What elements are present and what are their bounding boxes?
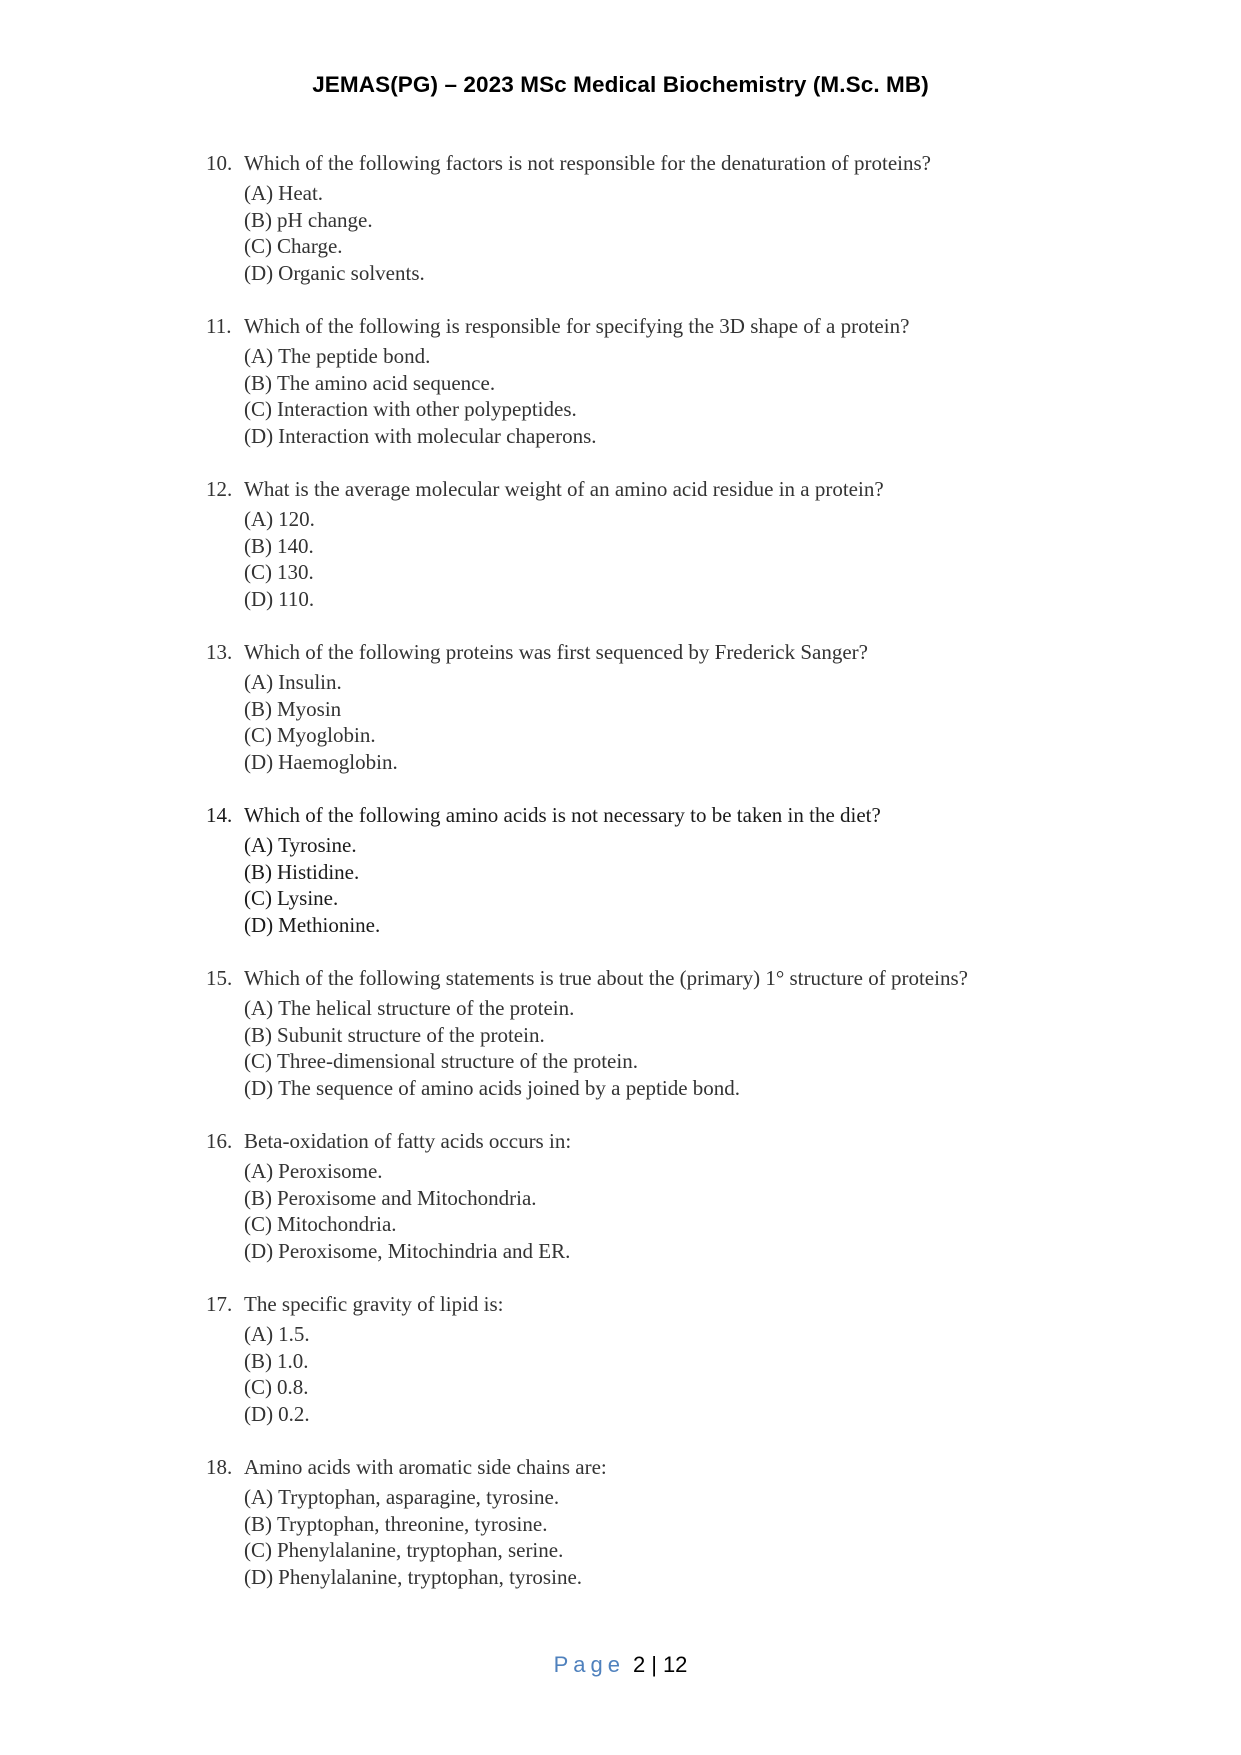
option-d [244,1401,1166,1428]
option-key: (D) [244,586,274,611]
option-c [244,885,1166,912]
option-key: (C) [244,886,272,910]
question-text: The specific gravity of lipid is: [244,1292,504,1316]
question-stem [206,1128,1166,1158]
option-text: Peroxisome and Mitochondria. [277,1185,537,1210]
option-text: Tryptophan, asparagine, tyrosine. [278,1485,560,1509]
option-text: 1.0. [277,1348,309,1373]
question-number: 18. [206,1455,233,1479]
option-text: Peroxisome, Mitochindria and ER. [278,1238,571,1263]
option-key: (A) [244,1485,274,1509]
option-d [244,260,1166,287]
option-key: (C) [244,397,272,421]
option-text: The amino acid sequence. [277,370,496,395]
option-text: 110. [278,586,315,611]
option-text: Tryptophan, threonine, tyrosine. [277,1511,548,1536]
option-text: The peptide bond. [278,344,431,368]
question-number: 10. [206,151,233,175]
option-key: (A) [244,344,274,368]
question-number: 12. [206,477,233,501]
question-12 [206,476,1166,639]
option-key: (A) [244,833,274,857]
option-text: 0.8. [277,1375,309,1399]
current-page-number: 2 [632,1652,646,1677]
option-list [206,506,1166,612]
option-d [244,423,1166,450]
question-stem [206,476,1166,506]
option-b [244,370,1166,397]
question-stem [206,313,1166,343]
option-text: Heat. [278,181,324,205]
option-key: (B) [244,1022,272,1047]
option-text: Insulin. [278,670,342,694]
question-text: Which of the following amino acids is not necessary to be taken in the diet? [244,803,881,827]
total-pages: 12 [662,1652,688,1677]
question-number: 17. [206,1292,233,1316]
option-a [244,180,1166,207]
option-text: Tyrosine. [278,833,357,857]
option-key: (A) [244,1322,274,1346]
question-text: Amino acids with aromatic side chains are: [244,1455,607,1479]
option-text: pH change. [277,207,373,232]
option-b [244,1022,1166,1049]
page-label: Page [553,1652,625,1677]
option-d [244,1564,1166,1591]
option-d [244,749,1166,776]
option-text: Myosin [277,696,342,721]
question-10 [206,150,1166,313]
option-key: (A) [244,996,274,1020]
option-text: Phenylalanine, tryptophan, serine. [277,1538,564,1562]
document-header: JEMAS(PG) – 2023 MSc Medical Biochemistry (M.Sc. MB) [312,72,929,97]
option-text: Lysine. [277,886,339,910]
question-stem [206,965,1166,995]
option-b [244,1185,1166,1212]
option-key: (B) [244,696,272,721]
option-key: (A) [244,670,274,694]
option-key: (A) [244,507,274,531]
option-key: (D) [244,912,274,937]
option-b [244,207,1166,234]
question-15 [206,965,1166,1128]
question-text: What is the average molecular weight of an amino acid residue in a protein? [244,477,884,501]
option-text: Interaction with other polypeptides. [277,397,577,421]
option-key: (A) [244,181,274,205]
option-key: (C) [244,1212,272,1236]
option-key: (B) [244,370,272,395]
option-a [244,343,1166,370]
question-11 [206,313,1166,476]
option-text: 130. [277,560,314,584]
option-text: 0.2. [278,1401,310,1426]
question-number: 16. [206,1129,233,1153]
option-list [206,669,1166,775]
question-number: 11. [206,314,232,338]
option-a [244,832,1166,859]
option-a [244,1158,1166,1185]
option-text: 140. [277,533,314,558]
option-key: (B) [244,859,272,884]
option-list [206,832,1166,938]
question-stem [206,639,1166,669]
option-text: Phenylalanine, tryptophan, tyrosine. [278,1564,583,1589]
question-text: Which of the following statements is true about the (primary) 1° structure of proteins? [244,966,968,990]
question-14 [206,802,1166,965]
option-key: (C) [244,1375,272,1399]
option-d [244,586,1166,613]
option-c [244,396,1166,423]
option-c [244,559,1166,586]
option-key: (C) [244,1538,272,1562]
option-list [206,1321,1166,1427]
option-text: 120. [278,507,315,531]
question-18 [206,1454,1166,1617]
option-text: Haemoglobin. [278,749,398,774]
page-footer [0,1652,1241,1678]
option-key: (B) [244,1348,272,1373]
option-a [244,995,1166,1022]
option-key: (C) [244,1049,272,1073]
option-text: Myoglobin. [277,723,376,747]
option-d [244,1238,1166,1265]
option-c [244,1211,1166,1238]
question-17 [206,1291,1166,1454]
option-c [244,722,1166,749]
option-a [244,506,1166,533]
option-text: Interaction with molecular chaperons. [278,423,597,448]
option-key: (C) [244,723,272,747]
option-key: (B) [244,533,272,558]
option-key: (D) [244,1238,274,1263]
option-d [244,1075,1166,1102]
question-text: Which of the following is responsible for specifying the 3D shape of a protein? [244,314,910,338]
question-stem [206,802,1166,832]
option-text: The sequence of amino acids joined by a peptide bond. [278,1075,741,1100]
question-text: Which of the following factors is not responsible for the denaturation of proteins? [244,151,931,175]
option-b [244,1511,1166,1538]
option-text: Subunit structure of the protein. [277,1022,545,1047]
question-stem [206,150,1166,180]
question-list [206,150,1166,1617]
option-a [244,669,1166,696]
option-text: Three-dimensional structure of the protein. [277,1049,638,1073]
option-list [206,180,1166,286]
page-separator: | [651,1652,657,1677]
option-list [206,995,1166,1101]
option-a [244,1484,1166,1511]
option-c [244,1537,1166,1564]
option-key: (C) [244,560,272,584]
option-b [244,533,1166,560]
question-stem [206,1454,1166,1484]
option-b [244,696,1166,723]
option-key: (D) [244,1401,274,1426]
option-key: (D) [244,1564,274,1589]
option-a [244,1321,1166,1348]
option-text: Mitochondria. [277,1212,397,1236]
question-number: 14. [206,803,233,827]
option-text: Charge. [277,234,343,258]
option-b [244,859,1166,886]
option-b [244,1348,1166,1375]
option-text: Histidine. [277,859,360,884]
option-list [206,1484,1166,1590]
question-text: Which of the following proteins was first sequenced by Frederick Sanger? [244,640,868,664]
option-text: Methionine. [278,912,381,937]
question-stem [206,1291,1166,1321]
option-key: (B) [244,1185,272,1210]
question-number: 15. [206,966,233,990]
option-text: Organic solvents. [278,260,425,285]
option-key: (D) [244,423,274,448]
option-c [244,1374,1166,1401]
option-list [206,343,1166,449]
option-c [244,233,1166,260]
option-key: (B) [244,1511,272,1536]
option-d [244,912,1166,939]
question-number: 13. [206,640,233,664]
option-key: (D) [244,260,274,285]
option-text: Peroxisome. [278,1159,383,1183]
question-text: Beta-oxidation of fatty acids occurs in: [244,1129,572,1153]
option-c [244,1048,1166,1075]
option-list [206,1158,1166,1264]
option-key: (C) [244,234,272,258]
question-16 [206,1128,1166,1291]
option-key: (B) [244,207,272,232]
question-13 [206,639,1166,802]
option-key: (A) [244,1159,274,1183]
option-text: The helical structure of the protein. [278,996,575,1020]
option-key: (D) [244,1075,274,1100]
option-key: (D) [244,749,274,774]
option-text: 1.5. [278,1322,310,1346]
